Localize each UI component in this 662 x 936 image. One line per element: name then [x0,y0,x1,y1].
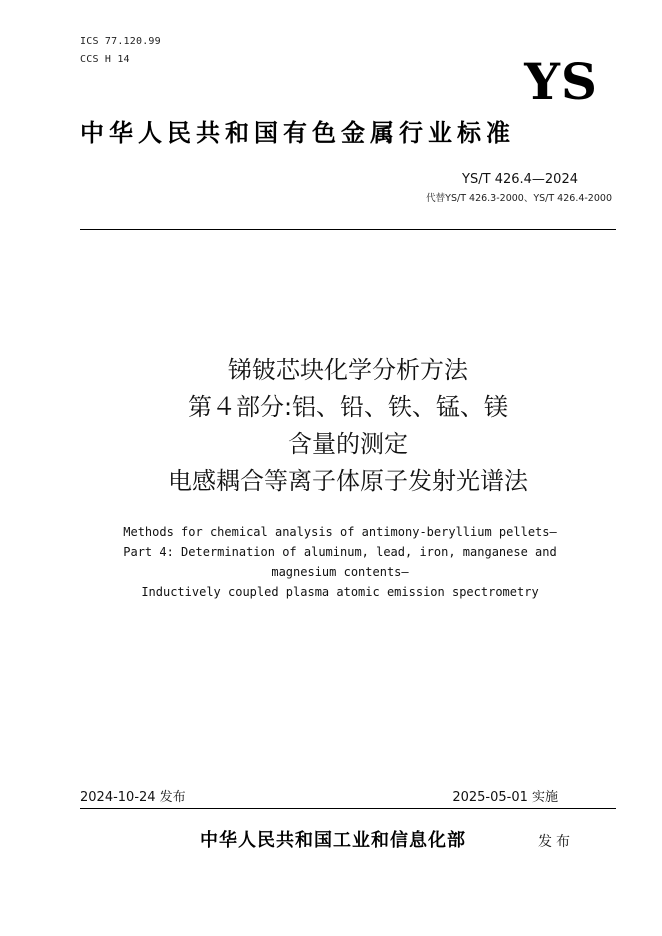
english-title-line-2: Part 4: Determination of aluminum, lead, iron, manganese and [123,545,557,559]
chinese-title-line-4: 电感耦合等离子体原子发射光谱法 [168,467,528,495]
issuing-authority: 中华人民共和国工业和信息化部 [200,830,466,851]
english-title-line-1: Methods for chemical analysis of antimony-beryllium pellets— [123,525,557,539]
implementation-date: 2025-05-01 实施 [452,790,558,805]
bottom-divider [80,808,616,809]
industry-standard-title: 中华人民共和国有色金属行业标准 [80,119,515,147]
ccs-code: CCS H 14 [80,54,130,65]
top-divider [80,229,616,230]
chinese-title-line-2: 第４部分:铝、铅、铁、锰、镁 [187,393,509,421]
standard-number: YS/T 426.4—2024 [462,172,578,187]
english-title-line-4: Inductively coupled plasma atomic emission spectrometry [141,585,539,599]
english-title [60,522,620,602]
replaces-standards: 代替YS/T 426.3-2000、YS/T 426.4-2000 [426,193,612,204]
chinese-title-line-3: 含量的测定 [288,430,408,458]
issuer-suffix: 发布 [538,834,574,850]
chinese-title-line-1: 锑铍芯块化学分析方法 [228,356,468,384]
english-title-line-3: magnesium contents— [271,565,409,579]
chinese-title [80,352,616,500]
ics-code: ICS 77.120.99 [80,36,161,47]
ys-logo: YS [524,52,598,111]
issue-date: 2024-10-24 发布 [80,790,186,805]
